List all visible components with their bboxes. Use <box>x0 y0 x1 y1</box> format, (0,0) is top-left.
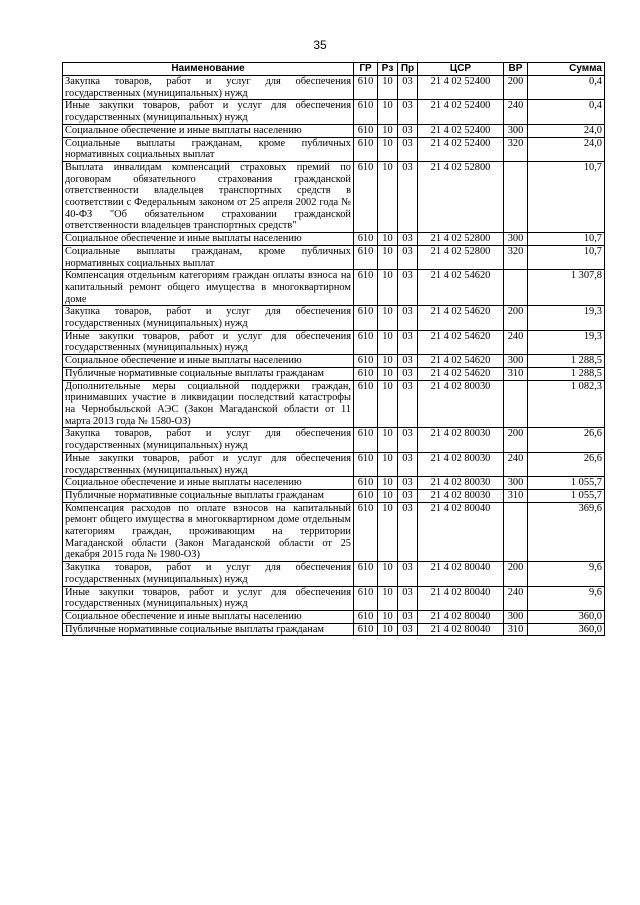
cell-pr: 03 <box>398 452 418 476</box>
cell-csr: 21 4 02 80040 <box>418 586 504 610</box>
header-gr: ГР <box>354 63 378 76</box>
cell-vr: 320 <box>504 137 528 161</box>
cell-gr: 610 <box>354 245 378 269</box>
cell-vr: 300 <box>504 124 528 137</box>
cell-sum: 10,7 <box>528 233 605 246</box>
cell-rz: 10 <box>378 161 398 232</box>
cell-vr <box>504 161 528 232</box>
cell-sum: 19,3 <box>528 306 605 330</box>
cell-name: Закупка товаров, работ и услуг для обеспечения государственных (муниципальных) нужд <box>63 428 354 452</box>
table-row <box>63 623 605 636</box>
cell-rz: 10 <box>378 367 398 380</box>
cell-name: Иные закупки товаров, работ и услуг для обеспечения государственных (муниципальных) нужд <box>63 330 354 354</box>
table-row <box>63 502 605 562</box>
cell-csr: 21 4 02 80040 <box>418 610 504 623</box>
table-row <box>63 137 605 161</box>
cell-csr: 21 4 02 52400 <box>418 124 504 137</box>
cell-rz: 10 <box>378 477 398 490</box>
cell-gr: 610 <box>354 380 378 428</box>
cell-csr: 21 4 02 80030 <box>418 477 504 490</box>
cell-sum: 9,6 <box>528 586 605 610</box>
cell-rz: 10 <box>378 306 398 330</box>
cell-pr: 03 <box>398 610 418 623</box>
cell-pr: 03 <box>398 124 418 137</box>
cell-csr: 21 4 02 52400 <box>418 76 504 100</box>
header-csr: ЦСР <box>418 63 504 76</box>
cell-vr <box>504 380 528 428</box>
table-header-row <box>63 63 605 76</box>
cell-name: Публичные нормативные социальные выплаты гражданам <box>63 623 354 636</box>
cell-rz: 10 <box>378 233 398 246</box>
cell-vr: 310 <box>504 489 528 502</box>
cell-name: Иные закупки товаров, работ и услуг для обеспечения государственных (муниципальных) нужд <box>63 452 354 476</box>
table-row <box>63 477 605 490</box>
cell-name: Публичные нормативные социальные выплаты гражданам <box>63 489 354 502</box>
cell-rz: 10 <box>378 452 398 476</box>
cell-csr: 21 4 02 54620 <box>418 355 504 368</box>
table-body <box>63 76 605 636</box>
cell-vr: 200 <box>504 562 528 586</box>
cell-sum: 360,0 <box>528 623 605 636</box>
cell-sum: 1 288,5 <box>528 355 605 368</box>
cell-sum: 1 307,8 <box>528 270 605 306</box>
table-row <box>63 562 605 586</box>
cell-name: Социальные выплаты гражданам, кроме публичных нормативных социальных выплат <box>63 137 354 161</box>
cell-rz: 10 <box>378 330 398 354</box>
cell-rz: 10 <box>378 623 398 636</box>
cell-csr: 21 4 02 80030 <box>418 489 504 502</box>
cell-name: Компенсация отдельным категориям граждан оплаты взноса на капитальный ремонт общего имущества в многоквартирном доме <box>63 270 354 306</box>
cell-rz: 10 <box>378 100 398 124</box>
cell-csr: 21 4 02 80030 <box>418 380 504 428</box>
table-row <box>63 489 605 502</box>
cell-csr: 21 4 02 52800 <box>418 233 504 246</box>
cell-sum: 19,3 <box>528 330 605 354</box>
cell-sum: 1 082,3 <box>528 380 605 428</box>
cell-gr: 610 <box>354 100 378 124</box>
cell-rz: 10 <box>378 355 398 368</box>
cell-csr: 21 4 02 52400 <box>418 137 504 161</box>
cell-name: Социальные выплаты гражданам, кроме публичных нормативных социальных выплат <box>63 245 354 269</box>
cell-csr: 21 4 02 54620 <box>418 367 504 380</box>
cell-rz: 10 <box>378 380 398 428</box>
cell-gr: 610 <box>354 562 378 586</box>
cell-pr: 03 <box>398 270 418 306</box>
table-row <box>63 124 605 137</box>
table-row <box>63 330 605 354</box>
cell-gr: 610 <box>354 330 378 354</box>
cell-csr: 21 4 02 80040 <box>418 562 504 586</box>
cell-vr: 300 <box>504 610 528 623</box>
table-row <box>63 76 605 100</box>
cell-pr: 03 <box>398 477 418 490</box>
cell-pr: 03 <box>398 330 418 354</box>
cell-sum: 1 288,5 <box>528 367 605 380</box>
cell-name: Выплата инвалидам компенсаций страховых премий по договорам обязательного страхования гражданской ответственности владельцев транспортных средств в соответствии с Федеральным законом от 25 апреля 2002 года № 40-ФЗ "Об обязательном страховании гражданской ответственности владельцев транспортных средств" <box>63 161 354 232</box>
table-row <box>63 367 605 380</box>
cell-gr: 610 <box>354 477 378 490</box>
cell-vr: 240 <box>504 100 528 124</box>
cell-gr: 610 <box>354 623 378 636</box>
cell-vr: 320 <box>504 245 528 269</box>
cell-csr: 21 4 02 52800 <box>418 161 504 232</box>
cell-sum: 9,6 <box>528 562 605 586</box>
cell-csr: 21 4 02 54620 <box>418 330 504 354</box>
cell-sum: 360,0 <box>528 610 605 623</box>
cell-pr: 03 <box>398 428 418 452</box>
cell-gr: 610 <box>354 124 378 137</box>
table-row <box>63 355 605 368</box>
cell-vr <box>504 270 528 306</box>
cell-gr: 610 <box>354 233 378 246</box>
cell-vr: 200 <box>504 76 528 100</box>
table-row <box>63 452 605 476</box>
cell-vr: 300 <box>504 233 528 246</box>
cell-pr: 03 <box>398 161 418 232</box>
cell-pr: 03 <box>398 586 418 610</box>
cell-name: Социальное обеспечение и иные выплаты населению <box>63 610 354 623</box>
cell-sum: 24,0 <box>528 137 605 161</box>
cell-name: Иные закупки товаров, работ и услуг для обеспечения государственных (муниципальных) нужд <box>63 586 354 610</box>
cell-name: Социальное обеспечение и иные выплаты населению <box>63 477 354 490</box>
cell-sum: 1 055,7 <box>528 477 605 490</box>
cell-csr: 21 4 02 54620 <box>418 270 504 306</box>
cell-vr: 300 <box>504 355 528 368</box>
table-row <box>63 428 605 452</box>
cell-pr: 03 <box>398 562 418 586</box>
cell-vr: 200 <box>504 306 528 330</box>
cell-sum: 0,4 <box>528 76 605 100</box>
table-row <box>63 380 605 428</box>
header-vr: ВР <box>504 63 528 76</box>
cell-rz: 10 <box>378 270 398 306</box>
cell-gr: 610 <box>354 489 378 502</box>
cell-pr: 03 <box>398 137 418 161</box>
cell-name: Закупка товаров, работ и услуг для обеспечения государственных (муниципальных) нужд <box>63 562 354 586</box>
cell-sum: 26,6 <box>528 452 605 476</box>
cell-csr: 21 4 02 52400 <box>418 100 504 124</box>
cell-pr: 03 <box>398 380 418 428</box>
table-row <box>63 586 605 610</box>
cell-rz: 10 <box>378 76 398 100</box>
cell-name: Закупка товаров, работ и услуг для обеспечения государственных (муниципальных) нужд <box>63 306 354 330</box>
cell-vr: 240 <box>504 586 528 610</box>
cell-sum: 10,7 <box>528 245 605 269</box>
cell-gr: 610 <box>354 306 378 330</box>
cell-rz: 10 <box>378 489 398 502</box>
cell-sum: 10,7 <box>528 161 605 232</box>
cell-pr: 03 <box>398 245 418 269</box>
cell-gr: 610 <box>354 161 378 232</box>
budget-table <box>62 62 605 636</box>
cell-csr: 21 4 02 80030 <box>418 452 504 476</box>
cell-pr: 03 <box>398 355 418 368</box>
cell-pr: 03 <box>398 623 418 636</box>
cell-pr: 03 <box>398 233 418 246</box>
cell-vr <box>504 502 528 562</box>
cell-vr: 200 <box>504 428 528 452</box>
cell-rz: 10 <box>378 610 398 623</box>
cell-name: Социальное обеспечение и иные выплаты населению <box>63 124 354 137</box>
cell-pr: 03 <box>398 100 418 124</box>
cell-rz: 10 <box>378 586 398 610</box>
table-row <box>63 161 605 232</box>
cell-gr: 610 <box>354 452 378 476</box>
cell-sum: 1 055,7 <box>528 489 605 502</box>
cell-csr: 21 4 02 80040 <box>418 623 504 636</box>
cell-gr: 610 <box>354 355 378 368</box>
table-row <box>63 100 605 124</box>
cell-sum: 24,0 <box>528 124 605 137</box>
cell-rz: 10 <box>378 502 398 562</box>
cell-name: Иные закупки товаров, работ и услуг для обеспечения государственных (муниципальных) нужд <box>63 100 354 124</box>
cell-csr: 21 4 02 52800 <box>418 245 504 269</box>
cell-vr: 310 <box>504 623 528 636</box>
header-sum: Сумма <box>528 63 605 76</box>
cell-pr: 03 <box>398 76 418 100</box>
cell-gr: 610 <box>354 428 378 452</box>
cell-pr: 03 <box>398 306 418 330</box>
cell-name: Закупка товаров, работ и услуг для обеспечения государственных (муниципальных) нужд <box>63 76 354 100</box>
header-name: Наименование <box>63 63 354 76</box>
cell-sum: 369,6 <box>528 502 605 562</box>
cell-name: Дополнительные меры социальной поддержки граждан, принимавших участие в ликвидации последствий катастрофы на Чернобыльской АЭС (Закон Магаданской области от 11 марта 2013 года № 1580-ОЗ) <box>63 380 354 428</box>
cell-sum: 0,4 <box>528 100 605 124</box>
cell-csr: 21 4 02 80030 <box>418 428 504 452</box>
cell-pr: 03 <box>398 367 418 380</box>
cell-name: Публичные нормативные социальные выплаты гражданам <box>63 367 354 380</box>
cell-vr: 300 <box>504 477 528 490</box>
cell-gr: 610 <box>354 502 378 562</box>
header-rz: Рз <box>378 63 398 76</box>
cell-gr: 610 <box>354 586 378 610</box>
cell-gr: 610 <box>354 610 378 623</box>
table-row <box>63 245 605 269</box>
table-row <box>63 306 605 330</box>
cell-gr: 610 <box>354 270 378 306</box>
cell-csr: 21 4 02 80040 <box>418 502 504 562</box>
cell-name: Компенсация расходов по оплате взносов на капитальный ремонт общего имущества в многоквартирном доме отдельным категориям граждан, проживающим на территории Магаданской области (Закон Магаданской области от 25 декабря 2015 года № 1980-ОЗ) <box>63 502 354 562</box>
cell-rz: 10 <box>378 245 398 269</box>
cell-gr: 610 <box>354 137 378 161</box>
cell-vr: 240 <box>504 452 528 476</box>
cell-vr: 310 <box>504 367 528 380</box>
cell-name: Социальное обеспечение и иные выплаты населению <box>63 233 354 246</box>
cell-gr: 610 <box>354 367 378 380</box>
cell-pr: 03 <box>398 502 418 562</box>
cell-csr: 21 4 02 54620 <box>418 306 504 330</box>
header-pr: Пр <box>398 63 418 76</box>
table-row <box>63 270 605 306</box>
cell-rz: 10 <box>378 562 398 586</box>
table-row <box>63 610 605 623</box>
cell-rz: 10 <box>378 137 398 161</box>
cell-gr: 610 <box>354 76 378 100</box>
cell-vr: 240 <box>504 330 528 354</box>
cell-rz: 10 <box>378 124 398 137</box>
cell-rz: 10 <box>378 428 398 452</box>
cell-sum: 26,6 <box>528 428 605 452</box>
cell-name: Социальное обеспечение и иные выплаты населению <box>63 355 354 368</box>
table-row <box>63 233 605 246</box>
cell-pr: 03 <box>398 489 418 502</box>
page-number: 35 <box>313 38 327 52</box>
